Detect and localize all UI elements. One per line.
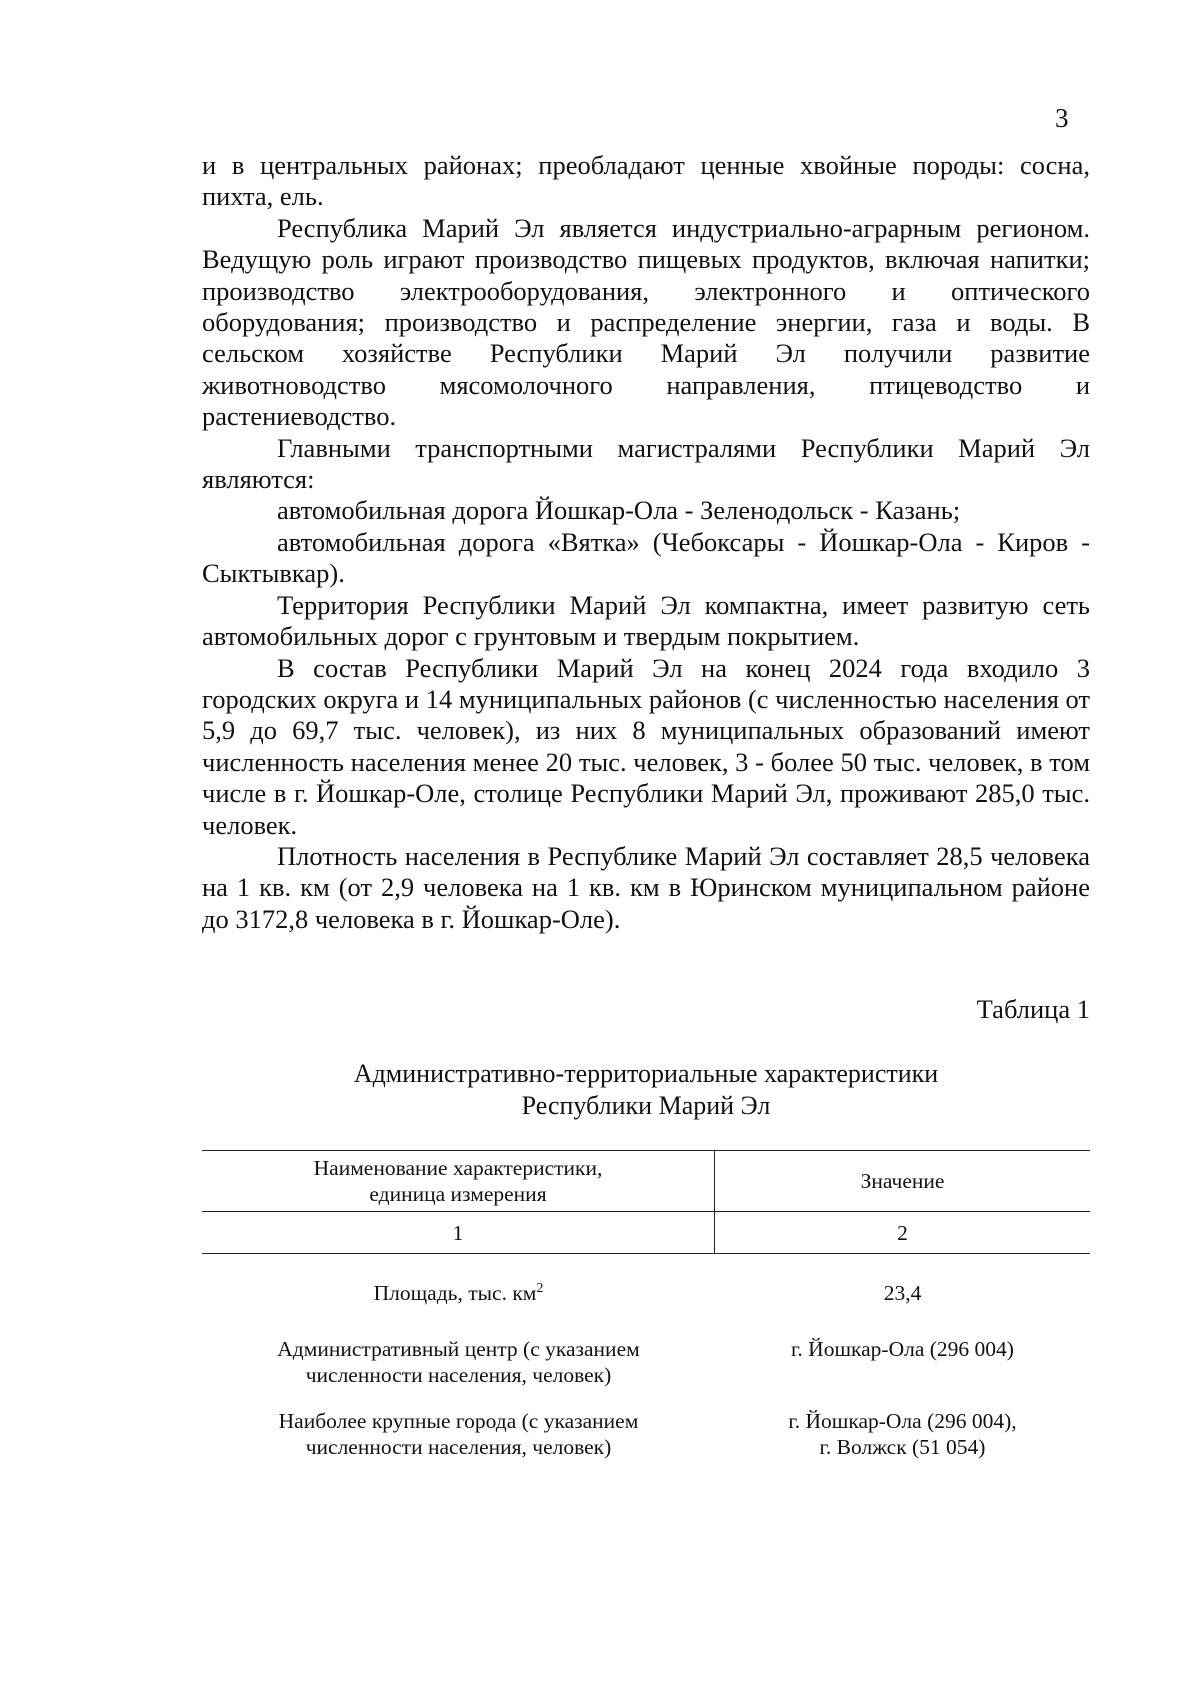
table-title-line2: Республики Марий Эл [521,1091,771,1120]
paragraph-forest: и в центральных районах; преобладают ценные хвойные породы: сосна, пихта, ель. [202,150,1090,212]
row-value-cell [715,1336,1090,1388]
row-name-cell [202,1280,715,1306]
table-title-line1: Административно-территориальные характеристики [353,1059,939,1088]
header-value-label: Значение [860,1169,945,1193]
row-name-cell [202,1336,715,1388]
table-header-row [202,1150,1090,1212]
paragraph-density: Плотность населения в Республике Марий Эл составляет 28,5 человека на 1 кв. км (от 2,9 человека на 1 кв. км в Юринском муниципальном районе до 3172,8 человека в г. Йошкар-Оле). [202,840,1090,934]
row-name-line2: численности населения, человек) [305,1435,612,1459]
row-value-line1: г. Йошкар-Ола (296 004) [791,1337,1014,1361]
row-name-cell [202,1408,715,1460]
row-value-line1: г. Йошкар-Ола (296 004), [788,1409,1017,1433]
row-value-line1: 23,4 [883,1281,922,1305]
table-column-numbers-row [202,1212,1090,1254]
table-label: Таблица 1 [976,994,1090,1024]
column-number-2: 2 [897,1220,908,1245]
paragraph-territory: Территория Республики Марий Эл компактна, имеет развитую сеть автомобильных дорог с грунтовым и твердым покрытием. [202,589,1090,652]
table-title [202,1058,1090,1122]
row-value-cell [715,1408,1090,1460]
header-name-line1: Наименование характеристики, [313,1156,603,1180]
paragraph-transport-intro: Главными транспортными магистралями Республики Марий Эл являются: [202,432,1090,495]
paragraph-economy: Республика Марий Эл является индустриально-аграрным регионом. Ведущую роль играют производство пищевых продуктов, включая напитки; производство электрооборудования, электронного и оптического оборудования; производство и распределение энергии, газа и воды. В сельском хозяйстве Республики Марий Эл получили развитие животноводство мясомолочного направления, птицеводство и растениеводство. [202,212,1090,432]
column-number-1: 1 [202,1212,715,1253]
row-name-line2: численности населения, человек) [305,1363,612,1387]
row-name-line1: Площадь, тыс. км [373,1281,537,1305]
paragraph-road-vyatka: автомобильная дорога «Вятка» (Чебоксары - Йошкар-Ола - Киров - Сыктывкар). [202,526,1090,589]
row-value-line2: г. Волжск (51 054) [819,1435,986,1459]
table-row [202,1408,1090,1460]
row-name-line1: Административный центр (с указанием [277,1337,640,1361]
row-name-line1: Наиболее крупные города (с указанием [278,1409,639,1433]
header-cell-value [715,1151,1090,1211]
page-number: 3 [1055,103,1069,133]
table-row [202,1336,1090,1388]
row-name-text [210,1280,707,1306]
paragraph-municipalities: В состав Республики Марий Эл на конец 2024 года входило 3 городских округа и 14 муниципальных районов (с численностью населения от 5,9 до 69,7 тыс. человек), из них 8 муниципальных образований имеют численность населения менее 20 тыс. человек, 3 - более 50 тыс. человек, в том числе в г. Йошкар-Оле, столице Республики Марий Эл, проживают 285,0 тыс. человек. [202,652,1090,840]
header-name-line2: единица измерения [369,1182,547,1206]
paragraph-road-kazan: автомобильная дорога Йошкар-Ола - Зеленодольск - Казань; [277,495,961,526]
body-text [202,150,1090,935]
table-row [202,1280,1090,1306]
characteristics-table [202,1150,1090,1460]
row-value-cell [715,1280,1090,1306]
superscript: 2 [536,1280,544,1296]
header-cell-name [202,1151,715,1211]
